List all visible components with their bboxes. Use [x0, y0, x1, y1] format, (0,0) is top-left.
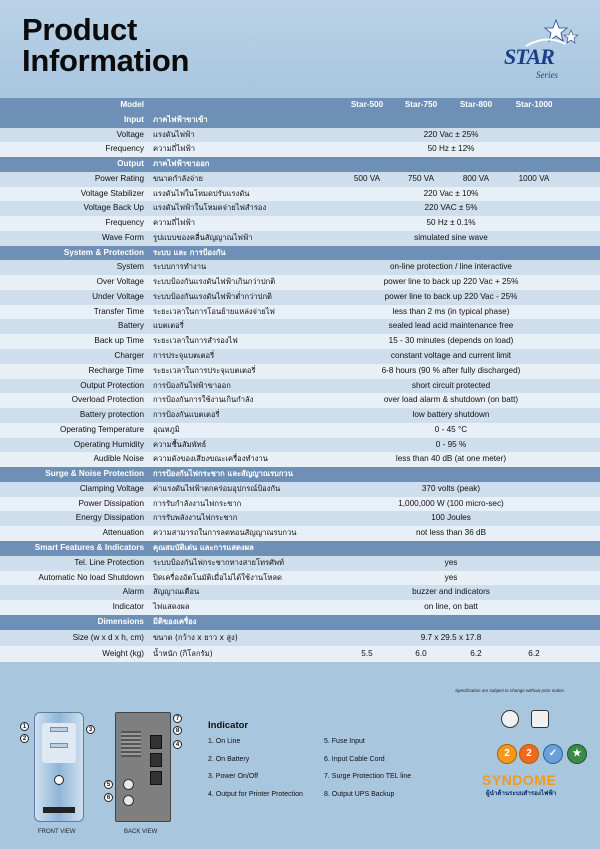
spec-row: [0, 305, 600, 320]
section-title: Output: [117, 159, 144, 169]
spec-label-thai: แรงดันไฟในโหมดปรับแรงดัน: [153, 188, 250, 198]
spec-label: Recharge Time: [88, 365, 144, 375]
spec-value: 0 - 95 %: [435, 439, 467, 449]
callout-1: 1: [20, 722, 29, 731]
spec-row: [0, 172, 600, 187]
certification-logos: [489, 708, 589, 748]
spec-label: Tel. Line Protection: [74, 557, 144, 567]
section-title-thai: ภาคไฟฟ้าขาออก: [153, 159, 210, 169]
spec-row: [0, 319, 600, 334]
indicator-title: Indicator: [208, 720, 249, 731]
section-title: Dimensions: [97, 616, 144, 626]
spec-row: [0, 630, 600, 646]
spec-label: Power Dissipation: [78, 498, 144, 508]
spec-row: [0, 142, 600, 157]
spec-label: Energy Dissipation: [75, 513, 144, 523]
indicator-item: 5. Fuse Input: [324, 738, 365, 745]
award-badge-icon: 2: [519, 744, 539, 764]
disclaimer-note: Specification are subject to change without prior notice.: [455, 688, 566, 693]
spec-label: Voltage Back Up: [83, 203, 144, 213]
award-badge-icon: ★: [567, 744, 587, 764]
model-col: Star-750: [404, 100, 438, 109]
spec-row: [0, 511, 600, 526]
callout-8: 8: [173, 726, 182, 735]
page-header: [0, 0, 600, 97]
cert-seal-icon: [501, 710, 519, 728]
spec-label: Over Voltage: [96, 277, 144, 287]
spec-value: 50 Hz ± 12%: [427, 144, 475, 154]
fuse-holder: [123, 779, 134, 790]
title-line-1: Product: [22, 12, 138, 47]
spec-label: Clamping Voltage: [79, 483, 144, 493]
section-header-row: [0, 467, 600, 482]
online-led: [50, 727, 68, 732]
section-title-thai: มิติของเครื่อง: [153, 616, 197, 626]
front-view-image: [34, 712, 84, 822]
spec-label-thai: สัญญาณเตือน: [153, 587, 200, 597]
spec-row: [0, 482, 600, 497]
back-view-label: BACK VIEW: [124, 829, 158, 835]
spec-value: yes: [444, 557, 458, 567]
spec-value-model: 1000 VA: [518, 173, 550, 183]
spec-label-thai: ค่าแรงดันไฟฟ้าตกคร่อมอุปกรณ์ป้องกัน: [153, 483, 281, 493]
indicator-item: 4. Output for Printer Protection: [208, 791, 303, 798]
spec-label-thai: แบตเตอรี่: [153, 321, 184, 331]
spec-value: 220 Vac ± 10%: [423, 188, 479, 198]
callout-6: 6: [104, 793, 113, 802]
spec-value: not less than 36 dB: [415, 528, 487, 538]
spec-value: 0 - 45 °C: [434, 424, 468, 434]
spec-row: [0, 556, 600, 571]
spec-value: yes: [444, 572, 458, 582]
power-button-icon: [54, 775, 64, 785]
callout-5: 5: [104, 780, 113, 789]
spec-value: less than 40 dB (at one meter): [395, 454, 507, 464]
spec-label-thai: การประจุแบตเตอรี่: [153, 351, 215, 361]
spec-row: [0, 349, 600, 364]
spec-row: [0, 379, 600, 394]
spec-row: [0, 438, 600, 453]
spec-row: [0, 393, 600, 408]
spec-label: Transfer Time: [93, 306, 144, 316]
spec-label-thai: ความชื้นสัมพัทธ์: [153, 439, 207, 449]
cable-cord: [123, 795, 134, 806]
spec-label: Voltage Stabilizer: [80, 188, 144, 198]
spec-label: Battery protection: [79, 410, 144, 420]
spec-value-model: 500 VA: [353, 173, 381, 183]
spec-label: Battery: [118, 321, 144, 331]
spec-value: 9.7 x 29.5 x 17.8: [420, 632, 482, 642]
spec-label-thai: ความถี่ไฟฟ้า: [153, 144, 196, 154]
spec-row: [0, 201, 600, 216]
spec-row: [0, 334, 600, 349]
spec-label-thai: อุณหภูมิ: [153, 424, 180, 434]
spec-row: [0, 585, 600, 600]
spec-label-thai: ระบบป้องกันแรงดันไฟฟ้าเกินกว่าปกติ: [153, 277, 276, 287]
spec-value: less than 2 ms (in typical phase): [392, 306, 510, 316]
spec-table: [0, 98, 600, 662]
syndome-tagline: ผู้นำด้านระบบสำรองไฟฟ้า: [486, 790, 557, 797]
spec-label: Output Protection: [80, 380, 144, 390]
page-title: [22, 14, 189, 76]
callout-7: 7: [173, 714, 182, 723]
callout-2: 2: [20, 734, 29, 743]
spec-label-thai: ระยะเวลาในการโอนย้ายแหล่งจ่ายไฟ: [153, 306, 275, 316]
spec-value-model: 5.5: [361, 648, 373, 658]
spec-label-thai: ความสามารถในการลดทอนสัญญาณรบกวน: [153, 528, 297, 538]
fan-grille: [121, 731, 141, 757]
spec-label-thai: ขนาด (กว้าง x ยาว x สูง): [153, 632, 238, 642]
spec-label-thai: ไฟแสดงผล: [153, 602, 190, 612]
section-header-row: [0, 541, 600, 556]
spec-row: [0, 128, 600, 143]
spec-row: [0, 408, 600, 423]
spec-label: Operating Humidity: [73, 439, 144, 449]
front-strip: [43, 807, 75, 813]
spec-row: [0, 497, 600, 512]
spec-label-thai: ความถี่ไฟฟ้า: [153, 218, 196, 228]
spec-label-thai: รูปแบบของคลื่นสัญญาณไฟฟ้า: [153, 232, 253, 242]
section-title-thai: คุณสมบัติเด่น และการแสดงผล: [153, 542, 254, 552]
spec-label-thai: ระบบการทำงาน: [153, 262, 207, 272]
spec-value: power line to back up 220 Vac + 25%: [383, 277, 519, 287]
spec-label-thai: แรงดันไฟฟ้าในโหมดจ่ายไฟสำรอง: [153, 203, 267, 213]
section-title: Smart Features & Indicators: [34, 542, 144, 552]
spec-value: on-line protection / line interactive: [390, 262, 512, 272]
spec-label: Operating Temperature: [59, 424, 144, 434]
section-header-row: [0, 246, 600, 261]
spec-label: Power Rating: [94, 173, 144, 183]
spec-label: Indicator: [112, 602, 144, 612]
model-col: Star-800: [459, 100, 493, 109]
model-header-row: [0, 98, 600, 113]
spec-value: 220 Vac ± 25%: [423, 129, 479, 139]
spec-label: System: [116, 262, 144, 272]
front-view-label: FRONT VIEW: [38, 829, 76, 835]
back-view-image: [115, 712, 171, 822]
spec-row: [0, 364, 600, 379]
indicator-item: 2. On Battery: [208, 756, 250, 763]
tis-mark-icon: [531, 710, 549, 728]
indicator-item: 1. On Line: [208, 738, 241, 745]
section-title-thai: ระบบ และ การป้องกัน: [153, 247, 226, 257]
spec-row: [0, 526, 600, 541]
spec-value: 1,000,000 W (100 micro-sec): [398, 498, 504, 508]
spec-label-thai: การรับพลังงานไฟกระชาก: [153, 513, 238, 523]
award-badge-icon: 2: [497, 744, 517, 764]
star-series-logo: [496, 16, 586, 84]
spec-row: [0, 290, 600, 305]
spec-label: Overload Protection: [71, 395, 144, 405]
section-title: System & Protection: [63, 247, 144, 257]
spec-row: [0, 187, 600, 202]
spec-label: Under Voltage: [92, 291, 144, 301]
spec-value: 100 Joules: [431, 513, 471, 523]
spec-row: [0, 646, 600, 662]
award-badge-icon: ✓: [543, 744, 563, 764]
spec-label-thai: แรงดันไฟฟ้า: [153, 129, 195, 139]
spec-value-model: 6.2: [470, 648, 482, 658]
spec-value: constant voltage and current limit: [390, 351, 512, 361]
spec-label: Charger: [114, 351, 144, 361]
spec-label: Back up Time: [94, 336, 144, 346]
spec-row: [0, 571, 600, 586]
spec-label-thai: การป้องกันไฟฟ้าขาออก: [153, 380, 231, 390]
spec-value-model: 6.0: [415, 648, 427, 658]
spec-label: Attenuation: [102, 528, 144, 538]
spec-label: Frequency: [105, 218, 144, 228]
socket: [150, 753, 162, 767]
callout-4: 4: [173, 740, 182, 749]
spec-label: Frequency: [105, 144, 144, 154]
spec-value-model: 6.2: [528, 648, 540, 658]
spec-row: [0, 452, 600, 467]
spec-label-thai: การรับกำลังงานไฟกระชาก: [153, 498, 242, 508]
spec-label-thai: ความดังของเสียงขณะเครื่องทำงาน: [153, 454, 268, 464]
spec-row: [0, 423, 600, 438]
spec-row: [0, 275, 600, 290]
spec-value: low battery shutdown: [412, 410, 490, 420]
spec-label-thai: ปิดเครื่องอัตโนมัติเมื่อไม่ได้ใช้งานโหลด: [153, 572, 282, 582]
section-title-thai: การป้องกันไฟกระชาก และสัญญาณรบกวน: [153, 469, 293, 479]
logo-wordmark: STAR: [504, 44, 554, 69]
section-title-thai: ภาคไฟฟ้าขาเข้า: [153, 114, 208, 124]
spec-value: simulated sine wave: [414, 232, 488, 242]
indicator-item: 6. Input Cable Cord: [324, 756, 385, 763]
syndome-logo: SYNDOME: [482, 772, 557, 788]
spec-label-thai: การป้องกันแบตเตอรี่: [153, 410, 220, 420]
spec-label: Audible Noise: [93, 454, 144, 464]
spec-value: over load alarm & shutdown (on batt): [383, 395, 519, 405]
spec-label-thai: ระยะเวลาในการประจุแบตเตอรี่: [153, 365, 256, 375]
model-col: Star-500: [350, 100, 384, 109]
socket: [150, 771, 162, 785]
spec-value: power line to back up 220 Vac - 25%: [384, 291, 518, 301]
spec-label: Wave Form: [101, 232, 144, 242]
spec-label-thai: ระยะเวลาในการสำรองไฟ: [153, 336, 238, 346]
spec-label: Size (w x d x h, cm): [72, 632, 144, 642]
section-title: Input: [123, 114, 144, 124]
spec-label-thai: ระบบป้องกันไฟกระชากทางสายโทรศัพท์: [153, 557, 284, 567]
spec-label: Alarm: [122, 587, 144, 597]
spec-label-thai: น้ำหนัก (กิโลกรัม): [153, 648, 213, 658]
callout-3: 3: [86, 725, 95, 734]
section-header-row: [0, 615, 600, 630]
spec-row: [0, 260, 600, 275]
title-line-2: Information: [22, 43, 190, 78]
spec-value: 15 - 30 minutes (depends on load): [388, 336, 514, 346]
spec-value: buzzer and indicators: [412, 587, 490, 597]
spec-value: short circuit protected: [411, 380, 491, 390]
spec-value: 370 volts (peak): [421, 483, 481, 493]
spec-value: on line, on batt: [424, 602, 478, 612]
spec-label-thai: ระบบป้องกันแรงดันไฟฟ้าต่ำกว่าปกติ: [153, 291, 272, 301]
spec-value-model: 750 VA: [407, 173, 435, 183]
spec-label-thai: ขนาดกำลังจ่าย: [153, 173, 203, 183]
section-title: Surge & Noise Protection: [45, 469, 144, 479]
indicator-item: 8. Output UPS Backup: [324, 791, 395, 798]
spec-value: 220 VAC ± 5%: [424, 203, 478, 213]
spec-row: [0, 600, 600, 615]
spec-value: 6-8 hours (90 % after fully discharged): [381, 365, 521, 375]
spec-label-thai: การป้องกันการใช้งานเกินกำลัง: [153, 395, 254, 405]
section-header-row: [0, 157, 600, 172]
spec-value: sealed lead acid maintenance free: [388, 321, 514, 331]
battery-led: [50, 743, 68, 748]
spec-label: Voltage: [116, 129, 144, 139]
indicator-item: 3. Power On/Off: [208, 773, 259, 780]
model-label: Model: [120, 100, 144, 109]
socket: [150, 735, 162, 749]
spec-value-model: 800 VA: [462, 173, 490, 183]
model-col: Star-1000: [515, 100, 553, 109]
section-header-row: [0, 113, 600, 128]
spec-row: [0, 216, 600, 231]
logo-series: Series: [536, 70, 558, 80]
spec-value: 50 Hz ± 0.1%: [426, 218, 476, 228]
spec-row: [0, 231, 600, 246]
spec-label: Automatic No load Shutdown: [38, 572, 144, 582]
spec-label: Weight (kg): [102, 648, 144, 658]
indicator-item: 7. Surge Protection TEL line: [324, 773, 412, 780]
